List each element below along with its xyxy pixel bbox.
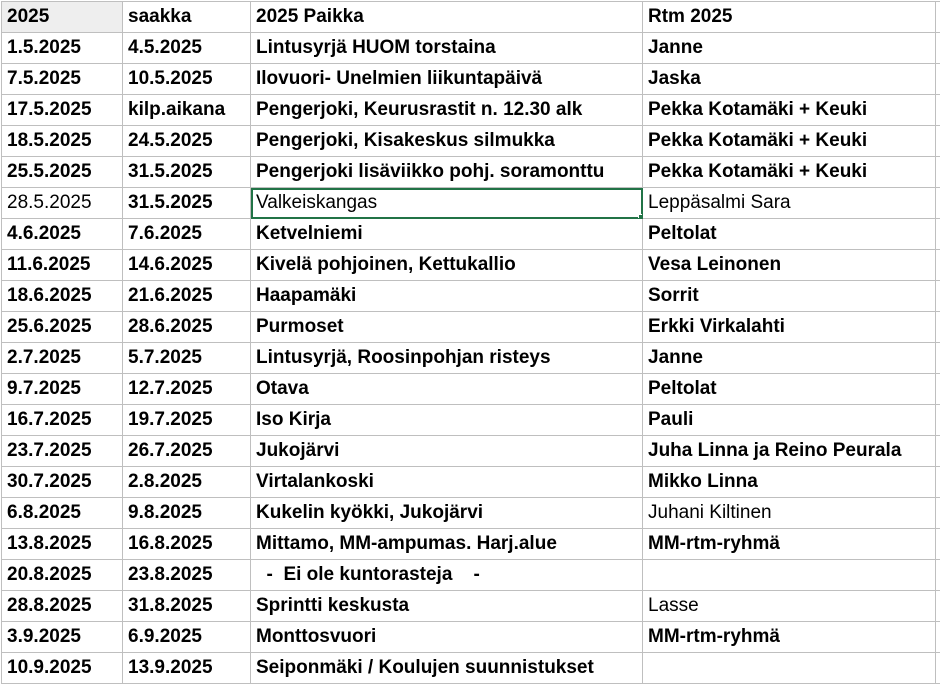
rtm-cell[interactable] [643, 560, 936, 591]
rtm-cell[interactable]: Peltolat [643, 219, 936, 250]
place-cell[interactable]: Valkeiskangas [251, 188, 643, 219]
table-row [2, 250, 940, 281]
rtm-cell[interactable]: MM-rtm-ryhmä [643, 622, 936, 653]
header-row [2, 2, 940, 33]
date-cell[interactable]: 17.5.2025 [2, 95, 123, 126]
until-cell[interactable]: kilp.aikana [123, 95, 251, 126]
place-cell[interactable]: Iso Kirja [251, 405, 643, 436]
edge-cell[interactable] [936, 126, 940, 157]
date-cell[interactable]: 6.8.2025 [2, 498, 123, 529]
table-row [2, 653, 940, 684]
table-row [2, 529, 940, 560]
edge-cell[interactable] [936, 467, 940, 498]
date-cell[interactable]: 23.7.2025 [2, 436, 123, 467]
date-cell[interactable]: 20.8.2025 [2, 560, 123, 591]
place-cell[interactable]: Ilovuori- Unelmien liikuntapäivä [251, 64, 643, 95]
edge-cell[interactable] [936, 405, 940, 436]
until-cell[interactable]: 2.8.2025 [123, 467, 251, 498]
rtm-cell[interactable]: Jaska [643, 64, 936, 95]
rtm-cell[interactable]: Janne [643, 343, 936, 374]
edge-cell[interactable] [936, 529, 940, 560]
place-cell[interactable]: Pengerjoki lisäviikko pohj. soramonttu [251, 157, 643, 188]
rtm-cell[interactable]: Lasse [643, 591, 936, 622]
until-cell[interactable]: 21.6.2025 [123, 281, 251, 312]
until-cell[interactable]: 19.7.2025 [123, 405, 251, 436]
place-cell[interactable]: Lintusyrjä, Roosinpohjan risteys [251, 343, 643, 374]
table-row [2, 622, 940, 653]
rtm-cell[interactable]: Pekka Kotamäki + Keuki [643, 126, 936, 157]
edge-cell[interactable] [936, 64, 940, 95]
rtm-cell[interactable]: Mikko Linna [643, 467, 936, 498]
edge-cell[interactable] [936, 374, 940, 405]
place-cell[interactable]: Jukojärvi [251, 436, 643, 467]
table-row [2, 95, 940, 126]
edge-cell[interactable] [936, 591, 940, 622]
edge-cell[interactable] [936, 219, 940, 250]
table-row [2, 467, 940, 498]
date-cell[interactable]: 1.5.2025 [2, 33, 123, 64]
until-cell[interactable]: 23.8.2025 [123, 560, 251, 591]
rtm-cell[interactable]: Leppäsalmi Sara [643, 188, 936, 219]
header-cell-year[interactable]: 2025 [2, 2, 123, 33]
table-row [2, 312, 940, 343]
date-cell[interactable]: 18.5.2025 [2, 126, 123, 157]
until-cell[interactable]: 14.6.2025 [123, 250, 251, 281]
edge-cell[interactable] [936, 436, 940, 467]
table-row [2, 405, 940, 436]
place-cell[interactable]: Sprintti keskusta [251, 591, 643, 622]
table-row [2, 374, 940, 405]
date-cell[interactable]: 30.7.2025 [2, 467, 123, 498]
date-cell[interactable]: 25.6.2025 [2, 312, 123, 343]
edge-cell[interactable] [936, 2, 940, 33]
place-cell[interactable]: Ketvelniemi [251, 219, 643, 250]
rtm-cell[interactable]: Sorrit [643, 281, 936, 312]
place-cell[interactable]: Haapamäki [251, 281, 643, 312]
rtm-cell[interactable]: MM-rtm-ryhmä [643, 529, 936, 560]
place-cell[interactable]: Kivelä pohjoinen, Kettukallio [251, 250, 643, 281]
rtm-cell[interactable]: Erkki Virkalahti [643, 312, 936, 343]
table-row [2, 126, 940, 157]
table-row [2, 33, 940, 64]
place-cell[interactable]: Lintusyrjä HUOM torstaina [251, 33, 643, 64]
until-cell[interactable]: 31.8.2025 [123, 591, 251, 622]
header-cell-until[interactable]: saakka [123, 2, 251, 33]
date-cell[interactable]: 25.5.2025 [2, 157, 123, 188]
date-cell[interactable]: 2.7.2025 [2, 343, 123, 374]
place-cell[interactable]: Mittamo, MM-ampumas. Harj.alue [251, 529, 643, 560]
table-row [2, 64, 940, 95]
table-row [2, 281, 940, 312]
until-cell[interactable]: 31.5.2025 [123, 157, 251, 188]
edge-cell[interactable] [936, 622, 940, 653]
date-cell[interactable]: 18.6.2025 [2, 281, 123, 312]
table-row [2, 498, 940, 529]
schedule-table [1, 1, 940, 684]
rtm-cell[interactable] [643, 653, 936, 684]
header-cell-place[interactable]: 2025 Paikka [251, 2, 643, 33]
until-cell[interactable]: 4.5.2025 [123, 33, 251, 64]
rtm-cell[interactable]: Peltolat [643, 374, 936, 405]
edge-cell[interactable] [936, 157, 940, 188]
rtm-cell[interactable]: Janne [643, 33, 936, 64]
table-row [2, 157, 940, 188]
until-cell[interactable]: 9.8.2025 [123, 498, 251, 529]
edge-cell[interactable] [936, 188, 940, 219]
place-cell[interactable]: Virtalankoski [251, 467, 643, 498]
place-cell[interactable]: Otava [251, 374, 643, 405]
edge-cell[interactable] [936, 560, 940, 591]
until-cell[interactable]: 10.5.2025 [123, 64, 251, 95]
table-row [2, 219, 940, 250]
rtm-cell[interactable]: Pauli [643, 405, 936, 436]
date-cell[interactable]: 11.6.2025 [2, 250, 123, 281]
until-cell[interactable]: 16.8.2025 [123, 529, 251, 560]
date-cell[interactable]: 13.8.2025 [2, 529, 123, 560]
edge-cell[interactable] [936, 498, 940, 529]
date-cell[interactable]: 3.9.2025 [2, 622, 123, 653]
edge-cell[interactable] [936, 33, 940, 64]
edge-cell[interactable] [936, 343, 940, 374]
until-cell[interactable]: 7.6.2025 [123, 219, 251, 250]
table-row [2, 436, 940, 467]
rtm-cell[interactable]: Juha Linna ja Reino Peurala [643, 436, 936, 467]
table-row [2, 343, 940, 374]
edge-cell[interactable] [936, 250, 940, 281]
until-cell[interactable]: 5.7.2025 [123, 343, 251, 374]
date-cell[interactable]: 9.7.2025 [2, 374, 123, 405]
date-cell[interactable]: 28.8.2025 [2, 591, 123, 622]
table-row [2, 560, 940, 591]
edge-cell[interactable] [936, 653, 940, 684]
place-cell[interactable]: Kukelin kyökki, Jukojärvi [251, 498, 643, 529]
place-cell[interactable]: - Ei ole kuntorasteja - [251, 560, 643, 591]
date-cell[interactable]: 4.6.2025 [2, 219, 123, 250]
place-cell[interactable]: Pengerjoki, Keurusrastit n. 12.30 alk [251, 95, 643, 126]
until-cell[interactable]: 31.5.2025 [123, 188, 251, 219]
until-cell[interactable]: 13.9.2025 [123, 653, 251, 684]
date-cell[interactable]: 16.7.2025 [2, 405, 123, 436]
date-cell[interactable]: 28.5.2025 [2, 188, 123, 219]
rtm-cell[interactable]: Pekka Kotamäki + Keuki [643, 157, 936, 188]
place-cell[interactable]: Pengerjoki, Kisakeskus silmukka [251, 126, 643, 157]
edge-cell[interactable] [936, 281, 940, 312]
place-cell[interactable]: Monttosvuori [251, 622, 643, 653]
table-row [2, 188, 940, 219]
date-cell[interactable]: 10.9.2025 [2, 653, 123, 684]
until-cell[interactable]: 6.9.2025 [123, 622, 251, 653]
until-cell[interactable]: 12.7.2025 [123, 374, 251, 405]
header-cell-rtm[interactable]: Rtm 2025 [643, 2, 936, 33]
place-cell[interactable]: Purmoset [251, 312, 643, 343]
date-cell[interactable]: 7.5.2025 [2, 64, 123, 95]
table-row [2, 591, 940, 622]
fill-handle[interactable] [638, 214, 643, 219]
rtm-cell[interactable]: Pekka Kotamäki + Keuki [643, 95, 936, 126]
until-cell[interactable]: 24.5.2025 [123, 126, 251, 157]
edge-cell[interactable] [936, 312, 940, 343]
edge-cell[interactable] [936, 95, 940, 126]
rtm-cell[interactable]: Vesa Leinonen [643, 250, 936, 281]
until-cell[interactable]: 28.6.2025 [123, 312, 251, 343]
place-cell[interactable]: Seiponmäki / Koulujen suunnistukset [251, 653, 643, 684]
until-cell[interactable]: 26.7.2025 [123, 436, 251, 467]
rtm-cell[interactable]: Juhani Kiltinen [643, 498, 936, 529]
